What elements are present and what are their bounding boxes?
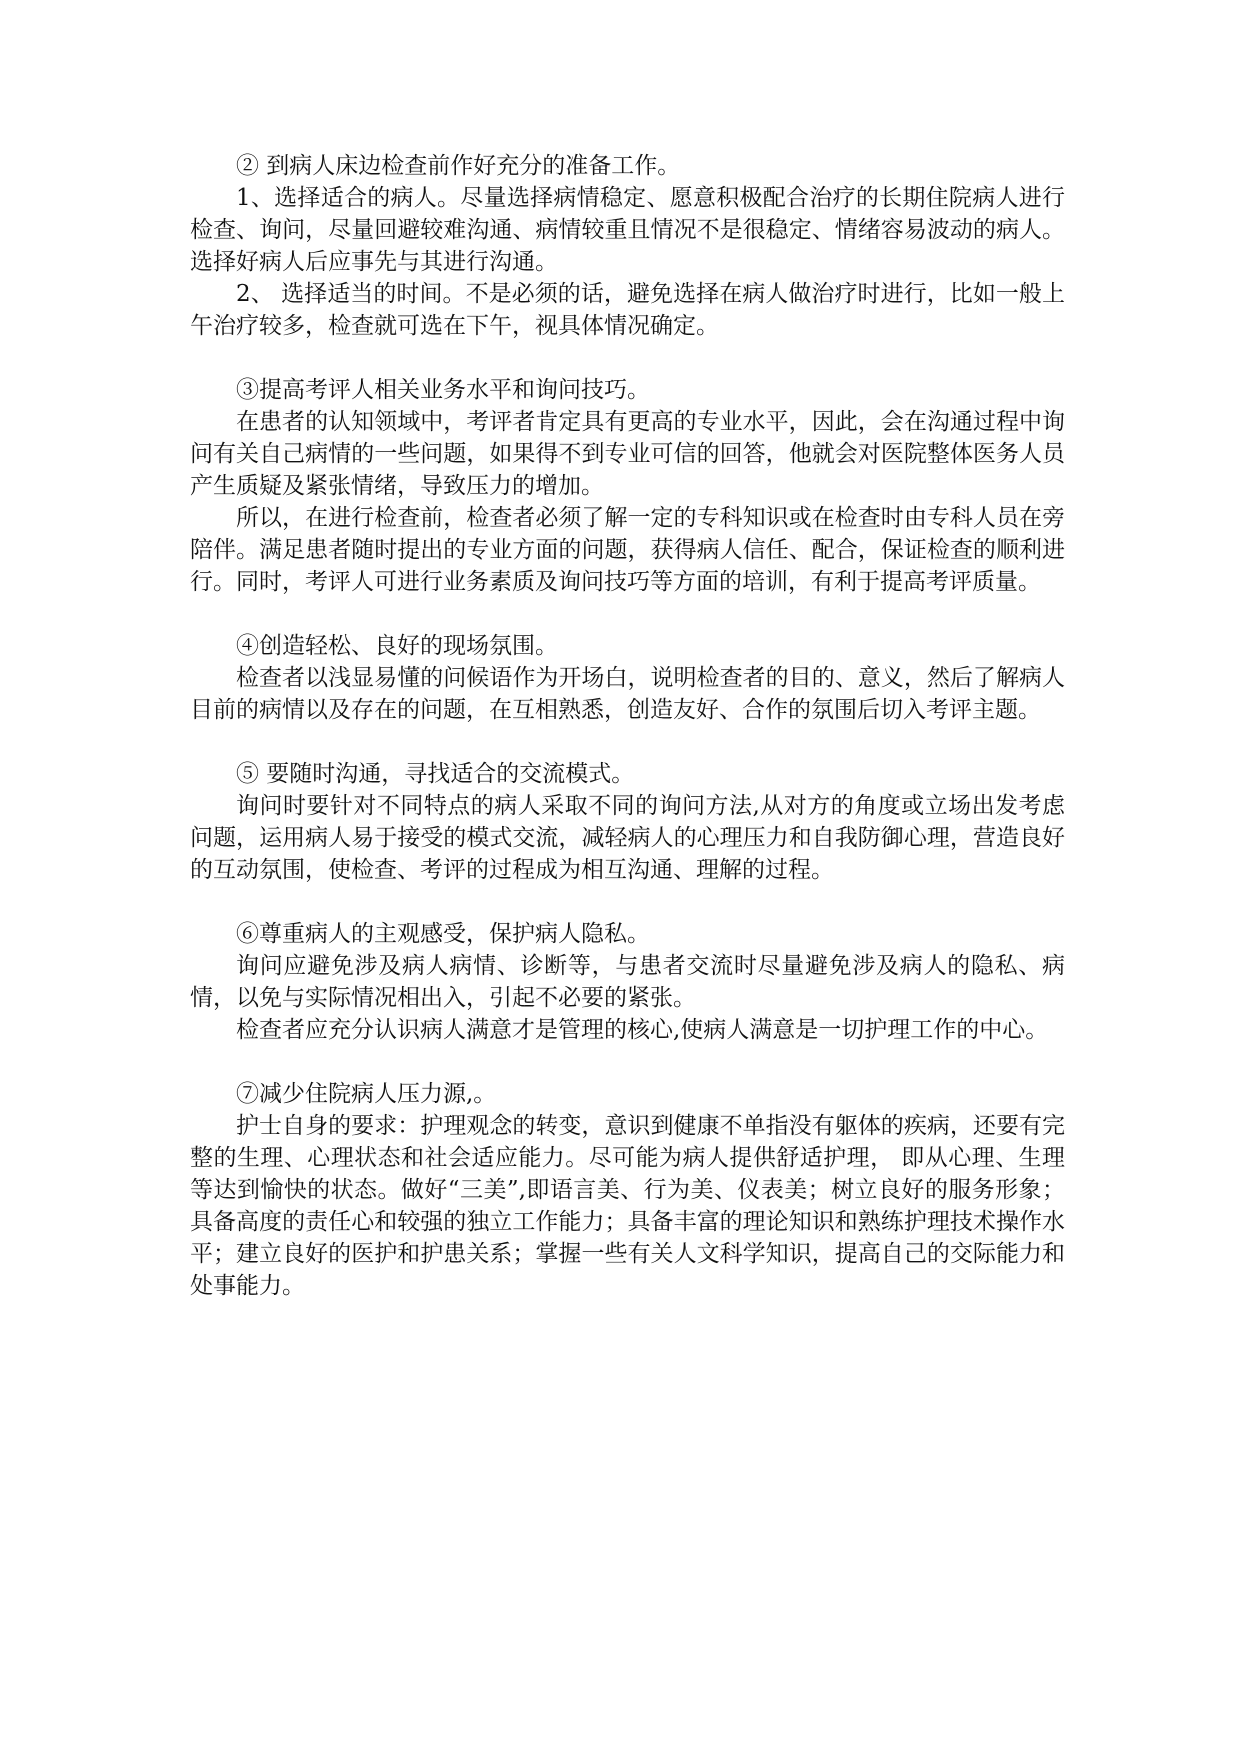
section-heading-4: ④创造轻松、良好的现场氛围。: [236, 633, 558, 659]
paragraph-gap: [190, 598, 1065, 630]
section-heading-6: ⑥尊重病人的主观感受，保护病人隐私。: [236, 921, 650, 947]
section-heading-7: ⑦减少住院病人压力源,。: [236, 1081, 497, 1107]
paragraph: 检查者以浅显易懂的问候语作为开场白，说明检查者的目的、意义，然后了解病人目前的病情以及存在的问题，在互相熟悉，创造友好、合作的氛围后切入考评主题。: [190, 665, 1065, 723]
paragraph: 2、 选择适当的时间。不是必须的话，避免选择在病人做治疗时进行，比如一般上午治疗较多，检查就可选在下午，视具体情况确定。: [190, 281, 1065, 339]
paragraph: 询问应避免涉及病人病情、诊断等，与患者交流时尽量避免涉及病人的隐私、病情，以免与实际情况相出入，引起不必要的紧张。: [190, 953, 1065, 1011]
paragraph-gap: [190, 886, 1065, 918]
paragraph-gap: [190, 726, 1065, 758]
paragraph: 检查者应充分认识病人满意才是管理的核心,使病人满意是一切护理工作的中心。: [236, 1017, 1049, 1043]
document-body: [190, 150, 1065, 1302]
section-heading-2: ② 到病人床边检查前作好充分的准备工作。: [236, 153, 681, 179]
paragraph: 在患者的认知领域中，考评者肯定具有更高的专业水平，因此，会在沟通过程中询问有关自己病情的一些问题，如果得不到专业可信的回答，他就会对医院整体医务人员产生质疑及紧张情绪，导致压力的增加。: [190, 409, 1065, 499]
paragraph-gap: [190, 1046, 1065, 1078]
paragraph: 护士自身的要求：护理观念的转变，意识到健康不单指没有躯体的疾病，还要有完整的生理、心理状态和社会适应能力。尽可能为病人提供舒适护理， 即从心理、生理等达到愉快的状态。做好“三美”,即语言美、行为美、仪表美；树立良好的服务形象；具备高度的责任心和较强的独立工作能力；具备丰富的理论知识和熟练护理技术操作水平；建立良好的医护和护患关系；掌握一些有关人文科学知识，提高自己的交际能力和处事能力。: [190, 1113, 1065, 1299]
section-heading-3: ③提高考评人相关业务水平和询问技巧。: [236, 377, 650, 403]
paragraph: 询问时要针对不同特点的病人采取不同的询问方法,从对方的角度或立场出发考虑问题，运用病人易于接受的模式交流，减轻病人的心理压力和自我防御心理，营造良好的互动氛围，使检查、考评的过程成为相互沟通、理解的过程。: [190, 793, 1065, 883]
paragraph-gap: [190, 342, 1065, 374]
paragraph: 所以，在进行检查前，检查者必须了解一定的专科知识或在检查时由专科人员在旁陪伴。满足患者随时提出的专业方面的问题，获得病人信任、配合，保证检查的顺利进行。同时，考评人可进行业务素质及询问技巧等方面的培训，有利于提高考评质量。: [190, 505, 1065, 595]
section-heading-5: ⑤ 要随时沟通，寻找适合的交流模式。: [236, 761, 635, 787]
paragraph: 1、选择适合的病人。尽量选择病情稳定、愿意积极配合治疗的长期住院病人进行检查、询问，尽量回避较难沟通、病情较重且情况不是很稳定、情绪容易波动的病人。选择好病人后应事先与其进行沟通。: [190, 185, 1065, 275]
